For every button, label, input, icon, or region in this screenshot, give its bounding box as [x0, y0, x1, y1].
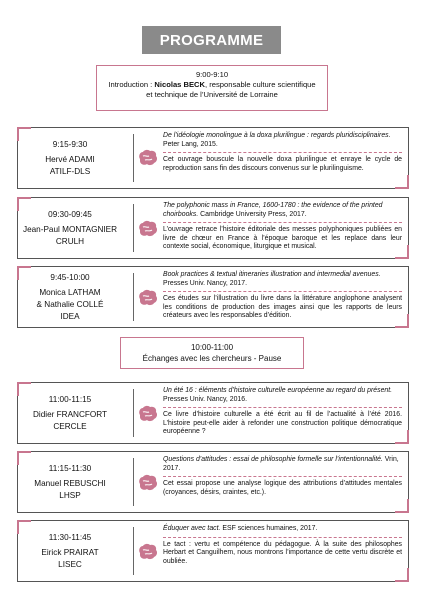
ref-publisher: Presses Univ. Nancy, 2017.	[163, 279, 247, 287]
session-time: 11:15-11:30	[48, 463, 92, 473]
session-time: 9:45-10:00	[50, 272, 90, 282]
ref-publisher: ESF sciences humaines, 2017.	[222, 525, 318, 532]
ref-title: De l’idéologie monolingue à la doxa plurilingue : regards pluridisciplinaires.	[163, 132, 391, 139]
ref-publisher: Cambridge University Press, 2017.	[200, 210, 307, 218]
ref-publisher: Presses Univ. Nancy, 2016.	[163, 395, 247, 403]
session-description: L’ouvrage retrace l’histoire éditoriale des messes polyphoniques publiées en livre de chœur en France à l’époque baroque et les replace dans leur contexte social, économique, liturgique et musical.	[163, 226, 402, 251]
session-lab: IDEA	[60, 311, 80, 321]
ref-title: Questions d’attitudes : essai de philosophie formelle sur l’intentionnalité.	[163, 456, 383, 463]
session-description: Cet ouvrage bouscule la nouvelle doxa plurilingue et enraye le cycle de reproduction sans fin des discours convenus sur le plurilinguisme.	[163, 156, 402, 172]
session-reference	[163, 271, 402, 288]
pause-box	[120, 337, 304, 369]
page-title: PROGRAMME	[142, 26, 281, 54]
session-row-3	[17, 266, 409, 328]
session-speaker-2: & Nathalie COLLÉ	[36, 299, 104, 309]
brain-icon	[136, 288, 160, 308]
brain-icon	[136, 473, 160, 493]
session-lab: LISEC	[58, 559, 82, 569]
session-speaker: Monica LATHAM	[39, 287, 101, 297]
session-speaker: Hervé ADAMI	[45, 154, 95, 164]
intro-prefix: Introduction :	[108, 80, 155, 89]
ref-title: The polyphonic mass in France, 1600-1780 : the evidence of the printed choirbooks.	[163, 202, 383, 218]
brain-icon	[136, 404, 160, 424]
brain-icon	[136, 219, 160, 239]
ref-publisher: Vrin, 2017.	[163, 456, 399, 472]
intro-speaker: Nicolas BECK	[154, 80, 206, 89]
brain-icon	[136, 542, 160, 562]
session-row-1	[17, 127, 409, 189]
pause-time: 10:00-11:00	[190, 343, 234, 352]
session-description: Ce livre d’histoire culturelle a été écrit au fil de l’actualité à l’été 2016. L’histoire peut-elle aider à refonder une construction politique démocratique européenne ?	[163, 411, 402, 436]
session-lab: LHSP	[59, 490, 81, 500]
session-reference	[163, 525, 402, 534]
pause-label: Échanges avec les chercheurs - Pause	[142, 354, 282, 363]
session-reference	[163, 132, 402, 149]
ref-title: Éduquer avec tact.	[163, 525, 221, 532]
session-row-6	[17, 520, 409, 582]
session-lab: CRULH	[55, 236, 85, 246]
session-description: Cet essai propose une analyse logique des attributions d’attitudes mentales (croyances, désirs, craintes, etc.).	[163, 480, 402, 496]
intro-line1	[97, 80, 327, 90]
session-time: 11:00-11:15	[48, 394, 92, 404]
session-speaker: Manuel REBUSCHI	[34, 478, 106, 488]
session-reference	[163, 456, 402, 473]
session-reference	[163, 387, 402, 404]
ref-title: Book practices & textual itineraries illustration and intermedial avenues.	[163, 271, 381, 278]
intro-role: , responsable culture scientifique	[205, 80, 316, 89]
session-row-5	[17, 451, 409, 513]
session-time: 11:30-11:45	[48, 532, 92, 542]
session-speaker: Jean-Paul MONTAGNIER	[22, 224, 118, 234]
ref-publisher: Peter Lang, 2015.	[163, 140, 218, 148]
intro-time: 9:00-9:10	[195, 70, 229, 79]
session-row-4	[17, 382, 409, 444]
session-speaker: Eirick PRAIRAT	[41, 547, 99, 557]
intro-line2: et technique de l’Université de Lorraine	[146, 90, 278, 99]
session-description: Ces études sur l’illustration du livre dans la littérature anglophone analysent les conditions de production des images ainsi que les rapports de leurs créateurs avec les responsables d’édition.	[163, 295, 402, 320]
session-reference	[163, 202, 402, 219]
session-speaker: Didier FRANCFORT	[33, 409, 107, 419]
intro-box	[96, 65, 328, 111]
session-description: Le tact : vertu et compétence du pédagogue. À la suite des philosophes Herbart et Canguilhem, nous montrons l’importance de cette vertu discrète et oubliée.	[163, 540, 402, 565]
session-time: 09:30-09:45	[48, 209, 92, 219]
session-lab: ATILF-DLS	[49, 166, 91, 176]
session-row-2	[17, 197, 409, 259]
brain-icon	[136, 148, 160, 168]
ref-title: Un été 16 : éléments d’histoire culturelle européenne au regard du présent.	[163, 387, 393, 394]
session-time: 9:15-9:30	[52, 139, 88, 149]
session-lab: CERCLE	[53, 421, 87, 431]
